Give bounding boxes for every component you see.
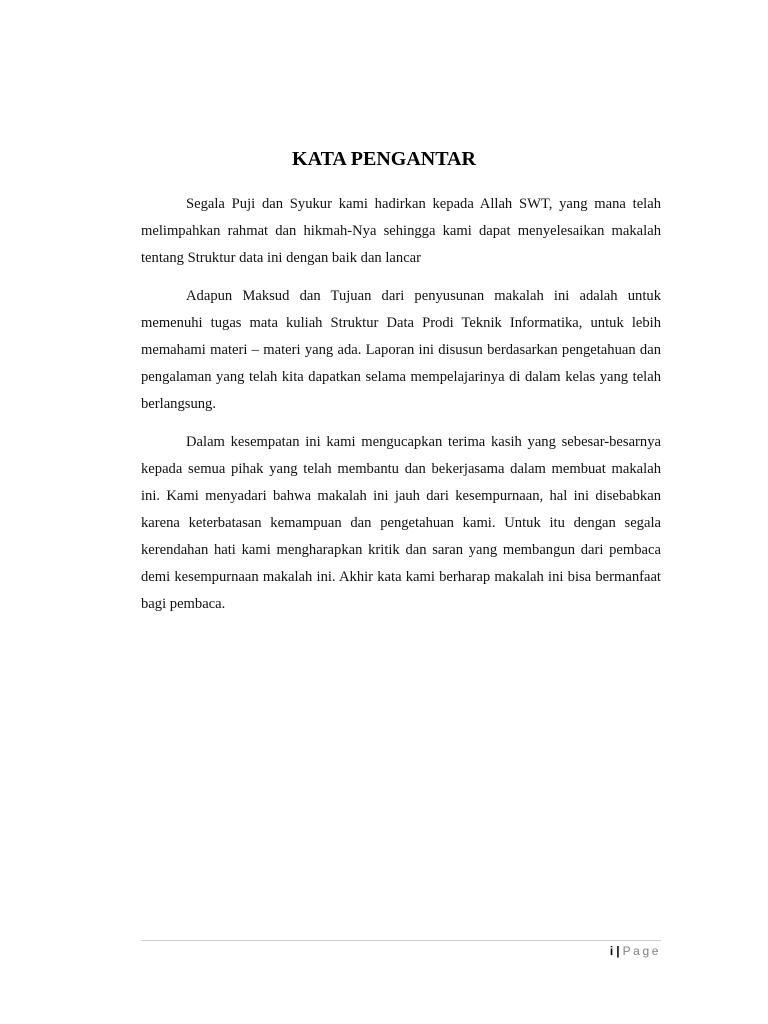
footer-separator: |	[616, 944, 620, 958]
page-label: Page	[622, 944, 661, 958]
paragraph-2: Adapun Maksud dan Tujuan dari penyusunan makalah ini adalah untuk memenuhi tugas mata kuliah Struktur Data Prodi Teknik Informatika, untuk lebih memahami materi – materi yang ada. Laporan ini disusun berdasarkan pengetahuan dan pengalaman yang telah kita dapatkan selama mempelajarinya di dalam kelas yang telah berlangsung.	[141, 288, 661, 412]
paragraph-1: Segala Puji dan Syukur kami hadirkan kepada Allah SWT, yang mana telah melimpahkan rahmat dan hikmah-Nya sehingga kami dapat menyelesaikan makalah tentang Struktur data ini dengan baik dan lancar	[141, 196, 661, 266]
footer-divider	[141, 940, 661, 941]
paragraph-3: Dalam kesempatan ini kami mengucapkan terima kasih yang sebesar-besarnya kepada semua pihak yang telah membantu dan bekerjasama dalam membuat makalah ini. Kami menyadari bahwa makalah ini jauh dari kesempurnaan, hal ini disebabkan karena keterbatasan kemampuan dan pengetahuan kami. Untuk itu dengan segala kerendahan hati kami mengharapkan kritik dan saran yang membangun dari pembaca demi kesempurnaan makalah ini. Akhir kata kami berharap makalah ini bisa bermanfaat bagi pembaca.	[141, 434, 661, 612]
page-number: i	[609, 944, 614, 958]
document-body	[141, 191, 661, 629]
page-footer	[141, 942, 661, 960]
page-title: KATA PENGANTAR	[292, 148, 476, 170]
